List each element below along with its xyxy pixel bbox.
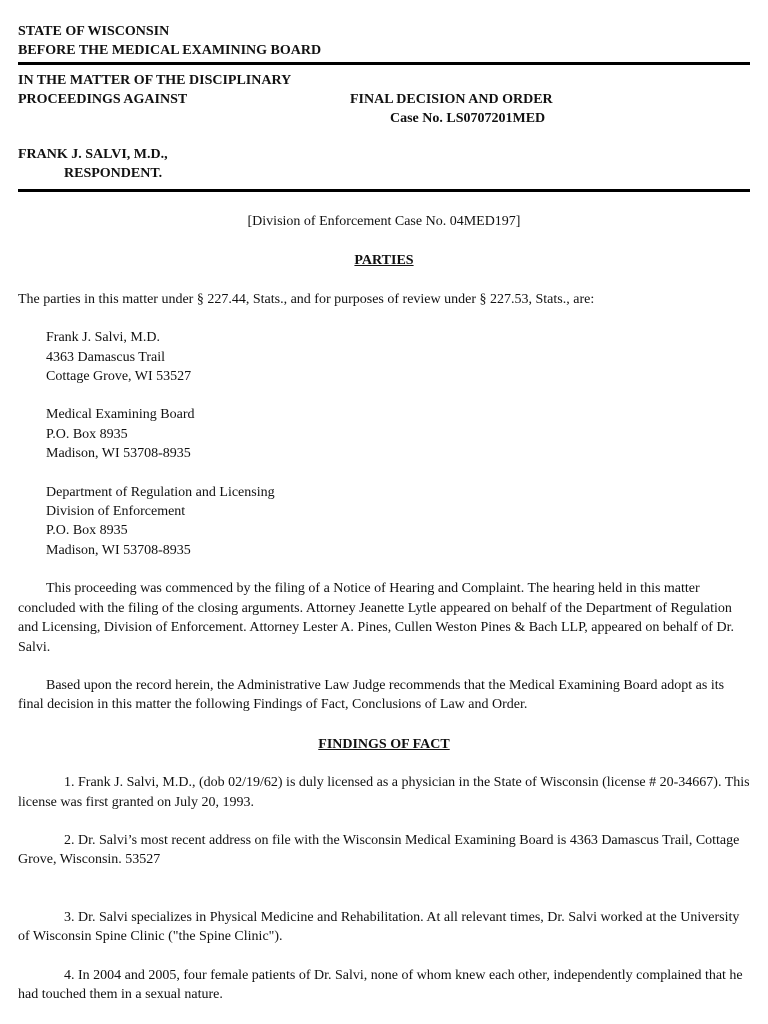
address-line: Frank J. Salvi, M.D. (46, 330, 160, 346)
address-block-respondent (18, 328, 750, 386)
finding-item-2: 2. Dr. Salvi’s most recent address on file with the Wisconsin Medical Examining Board is 4363 Damascus Trail, Cottage Grove, Wisconsin. 53527 (18, 832, 740, 868)
matter-line-2: PROCEEDINGS AGAINST (18, 92, 188, 107)
matter-row (18, 90, 750, 109)
state-line: STATE OF WISCONSIN (18, 24, 170, 39)
respondent-name: FRANK J. SALVI, M.D., (18, 147, 168, 162)
address-line: Madison, WI 53708-8935 (46, 542, 191, 558)
address-line: Madison, WI 53708-8935 (46, 446, 191, 462)
respondent-label: RESPONDENT. (64, 166, 163, 181)
proceeding-paragraph: This proceeding was commenced by the filing of a Notice of Hearing and Complaint. The hearing held in this matter concluded with the filing of the closing arguments. Attorney Jeanette Lytle appeared on behalf of the Department of Regulation and Licensing, Division of Enforcement. Attorney Lester A. Pines, Cullen Weston Pines & Bach LLP, appeared on behalf of Dr. Salvi. (18, 581, 734, 655)
recommendation-paragraph: Based upon the record herein, the Administrative Law Judge recommends that the Medical Examining Board adopt as its final decision in this matter the following Findings of Fact, Conclusions of Law and Order. (18, 677, 725, 713)
matter-line-1: IN THE MATTER OF THE DISCIPLINARY (18, 73, 292, 88)
address-line: Medical Examining Board (46, 407, 195, 423)
board-line: BEFORE THE MEDICAL EXAMINING BOARD (18, 43, 322, 58)
finding-item-1: 1. Frank J. Salvi, M.D., (dob 02/19/62) is duly licensed as a physician in the State of Wisconsin (license # 20-34667). This license was first granted on July 20, 1993. (18, 775, 750, 810)
document-page (18, 22, 750, 1004)
address-line: Division of Enforcement (46, 504, 186, 520)
address-block-board (18, 405, 750, 463)
parties-heading: PARTIES (354, 253, 414, 269)
finding-item-3: 3. Dr. Salvi specializes in Physical Medicine and Rehabilitation. At all relevant times, Dr. Salvi worked at the University of Wisconsin Spine Clinic ("the Spine Clinic"). (18, 909, 740, 945)
findings-heading: FINDINGS OF FACT (318, 736, 450, 752)
decision-title: FINAL DECISION AND ORDER (350, 92, 553, 107)
address-line: 4363 Damascus Trail (46, 349, 165, 365)
parties-intro: The parties in this matter under § 227.44, Stats., and for purposes of review under § 227.53, Stats., are: (18, 291, 595, 307)
address-block-department (18, 483, 750, 561)
enforcement-case-number: [Division of Enforcement Case No. 04MED197] (247, 214, 521, 229)
address-line: Department of Regulation and Licensing (46, 484, 275, 500)
address-line: P.O. Box 8935 (46, 523, 128, 539)
address-line: Cottage Grove, WI 53527 (46, 369, 192, 385)
case-number: Case No. LS0707201MED (390, 111, 546, 126)
address-line: P.O. Box 8935 (46, 426, 128, 442)
finding-item-4: 4. In 2004 and 2005, four female patients of Dr. Salvi, none of whom knew each other, independently complained that he had touched them in a sexual nature. (18, 967, 743, 1002)
